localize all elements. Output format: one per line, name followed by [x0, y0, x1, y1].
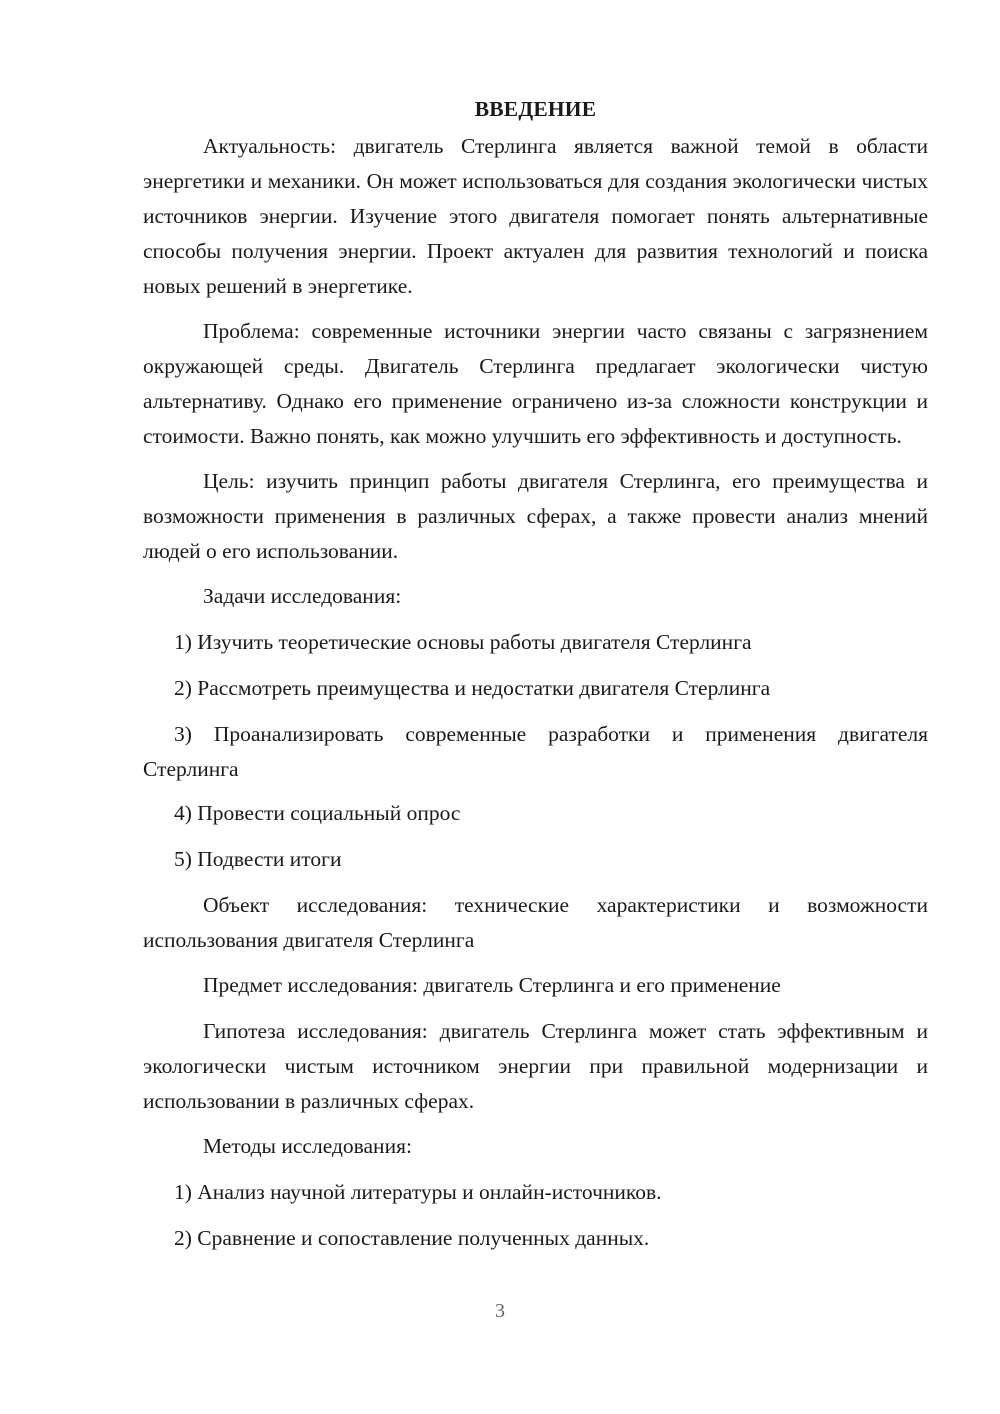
task-item: 5) Подвести итоги	[174, 847, 342, 871]
subject-paragraph: Предмет исследования: двигатель Стерлинга и его применение	[203, 973, 781, 997]
hypothesis-paragraph: Гипотеза исследования: двигатель Стерлинга может стать эффективным и экологически чистым источником энергии при правильной модернизации и использовании в различных сферах.	[143, 1019, 928, 1113]
document-page	[143, 92, 928, 1267]
object-paragraph: Объект исследования: технические характеристики и возможности использования двигателя Стерлинга	[143, 893, 928, 952]
page-number: 3	[495, 1300, 505, 1322]
task-item: 2) Рассмотреть преимущества и недостатки двигателя Стерлинга	[174, 676, 771, 700]
method-item: 1) Анализ научной литературы и онлайн-источников.	[174, 1180, 662, 1204]
section-heading: ВВЕДЕНИЕ	[474, 97, 597, 121]
task-item: 1) Изучить теоретические основы работы двигателя Стерлинга	[174, 630, 752, 654]
task-item: 3) Проанализировать современные разработки и применения двигателя Стерлинга	[143, 722, 928, 781]
method-item: 2) Сравнение и сопоставление полученных данных.	[174, 1226, 650, 1250]
relevance-paragraph: Актуальность: двигатель Стерлинга является важной темой в области энергетики и механики. Он может использоваться для создания экологически чистых источников энергии. Изучение этого двигателя помогает понять альтернативные способы получения энергии. Проект актуален для развития технологий и поиска новых решений в энергетике.	[143, 134, 928, 298]
task-item: 4) Провести социальный опрос	[174, 801, 461, 825]
tasks-title: Задачи исследования:	[203, 584, 402, 608]
problem-paragraph: Проблема: современные источники энергии часто связаны с загрязнением окружающей среды. Двигатель Стерлинга предлагает экологически чистую альтернативу. Однако его применение ограничено из-за сложности конструкции и стоимости. Важно понять, как можно улучшить его эффективность и доступность.	[143, 319, 928, 448]
methods-title: Методы исследования:	[203, 1134, 412, 1158]
goal-paragraph: Цель: изучить принцип работы двигателя Стерлинга, его преимущества и возможности применения в различных сферах, а также провести анализ мнений людей о его использовании.	[143, 469, 928, 563]
